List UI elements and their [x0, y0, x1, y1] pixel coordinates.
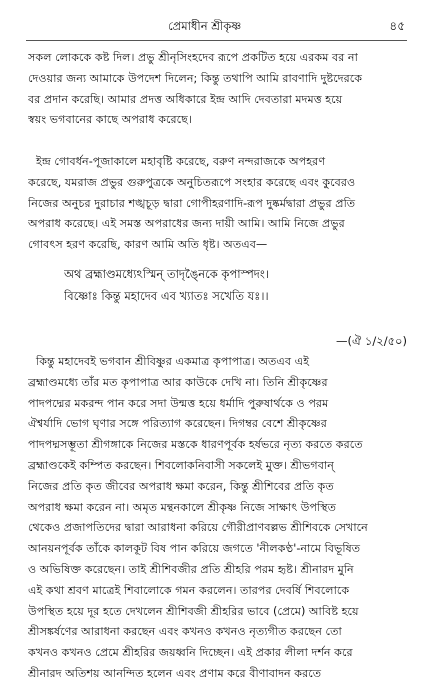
text-line: পাদপদ্মের মকরন্দ পান করে সদা উন্মত্ত হয়ে ধর্মাদি পুরুষার্থকে ও পরম: [28, 396, 329, 410]
text-line: পাদপদ্মসম্ভূতা শ্রীগঙ্গাকে নিজের মস্তকে ধারণপূর্বক হর্ষভরে নৃত্য করতে করতে: [28, 438, 363, 452]
text-line: করেছে, যমরাজ প্রভুর গুরুপুত্রকে অনুচিতরূপে সংহার করেছে এবং কুবেরও: [28, 175, 356, 189]
text-line: ব্রহ্মাণ্ডকেই কম্পিত করছেন। শিবলোকনিবাসী সকলেই মুক্ত। শ্রীভগবান্: [28, 458, 334, 472]
text-line: কখনও কখনও প্রেমে শ্রীহরির জয়ধ্বনি দিচ্ছেন। এই প্রকার লীলা দর্শন করে: [28, 646, 353, 660]
paragraph-1: [28, 48, 410, 131]
running-title: প্রেমাধীন শ্রীকৃষ্ণ: [168, 19, 242, 33]
paragraph-2: [28, 152, 410, 256]
text-line: ও অভিষিক্ত করেছেন। তাই শ্রীশিবজীর প্রতি শ্রীহরি পরম হৃষ্ট। শ্রীনারদ মুনি: [28, 562, 354, 576]
text-line: দেওয়ার জন্য আমাকে উপদেশ দিলেন; কিন্তু তথাপি আমি রাবণাদি দুষ্টদেরকে: [28, 71, 363, 85]
text-line: গোবৎস হরণ করেছি, কারণ আমি অতি ধৃষ্ট। অতএব—: [28, 238, 268, 252]
text-line: অপরাধ করেছে। এই সমস্ত অপরাধের জন্য দায়ী আমি। আমি নিজে প্রভুর: [28, 217, 345, 231]
text-line: ব্রহ্মাণ্ডমধ্যে তাঁর মত কৃপাপাত্র আর কাউকে দেখি না। তিনি শ্রীকৃষ্ণের: [28, 375, 328, 389]
text-line: নিজের অনুচর দুরাচার শঙ্খচূড় দ্বারা গোপীহরণাদি-রূপ দুষ্কর্মদ্বারা প্রভুর প্রতি: [28, 196, 356, 210]
paragraph-3: [28, 352, 410, 685]
text-line: এই কথা শ্রবণ মাত্রেই শিবালোকে গমন করলেন। তারপর দেবর্ষি শিবলোকে: [28, 583, 350, 597]
verse-line: বিষ্ণোঃ কিন্তু মহাদেব এব খ্যাতঃ সখেতি যঃ।।: [64, 289, 269, 303]
text-line: উপস্থিত হয়ে দূর হতে দেখলেন শ্রীশিবজী শ্রীহরির ভাবে (প্রেমে) আবিষ্ট হয়ে: [28, 604, 359, 618]
text-line: বর প্রদান করেছি। আমার প্রদত্ত অধিকারে ইন্দ্র আদি দেবতারা মদমত্ত হয়ে: [28, 92, 343, 106]
text-line: স্বয়ং ভগবানের কাছে অপরাধ করেছে।: [28, 113, 192, 127]
page-header: [0, 18, 429, 36]
text-line: ঐশ্বর্যাদি ভোগ ঘৃণার সঙ্গে পরিত্যাগ করেছেন। দিগম্বর বেশে শ্রীকৃষ্ণের: [28, 417, 327, 431]
text-line: ইন্দ্র গোবর্ধন-পূজাকালে মহাবৃষ্টি করেছে, বরুণ নন্দরাজকে অপহরণ: [36, 155, 326, 168]
header-divider: [26, 40, 407, 41]
text-line: নিজের প্রতি কৃত জীবের অপরাধ ক্ষমা করেন, কিন্তু শ্রীশিবের প্রতি কৃত: [28, 479, 334, 493]
text-line: শ্রীনারদ অতিশয় আনন্দিত হলেন এবং প্রণাম করে বীণাবাদন করতে: [28, 666, 322, 680]
verse-line: অথ ব্রহ্মাণ্ডমধ্যেঽস্মিন্ তাদৃঙ্নৈকে কৃপাস্পদং।: [64, 267, 269, 281]
text-line: কিন্তু মহাদেবই ভগবান শ্রীবিষ্ণুর একমাত্র কৃপাপাত্র। অতএব এই: [36, 355, 310, 368]
text-line: সকল লোককে কষ্ট দিল। প্রভু শ্রীনৃসিংহদেব রূপে প্রকটিত হয়ে এরকম বর না: [28, 51, 358, 64]
verse-citation: —(ঐ ১/২/৫০): [336, 334, 407, 348]
text-line: থেকেও প্রজাপতিদের দ্বারা আরাধনা করিয়ে গৌরীপ্রাণবল্লভ শ্রীশিবকে সেখানে: [28, 521, 368, 535]
text-line: আনয়নপূর্বক তাঁকে কালকূট বিষ পান করিয়ে জগতে 'নীলকণ্ঠ'-নামে বিভূষিত: [28, 542, 361, 556]
text-line: অপরাধ ক্ষমা করেন না। অমৃত মন্থনকালে শ্রীকৃষ্ণ নিজে সাক্ষাৎ উপস্থিত: [28, 500, 337, 514]
text-line: শ্রীসঙ্কর্ষণের আরাধনা করছেন এবং কখনও কখনও নৃত্যগীত করছেন তো: [28, 625, 342, 639]
sanskrit-verse: [64, 263, 404, 307]
page-number: ৪৫: [389, 19, 405, 33]
